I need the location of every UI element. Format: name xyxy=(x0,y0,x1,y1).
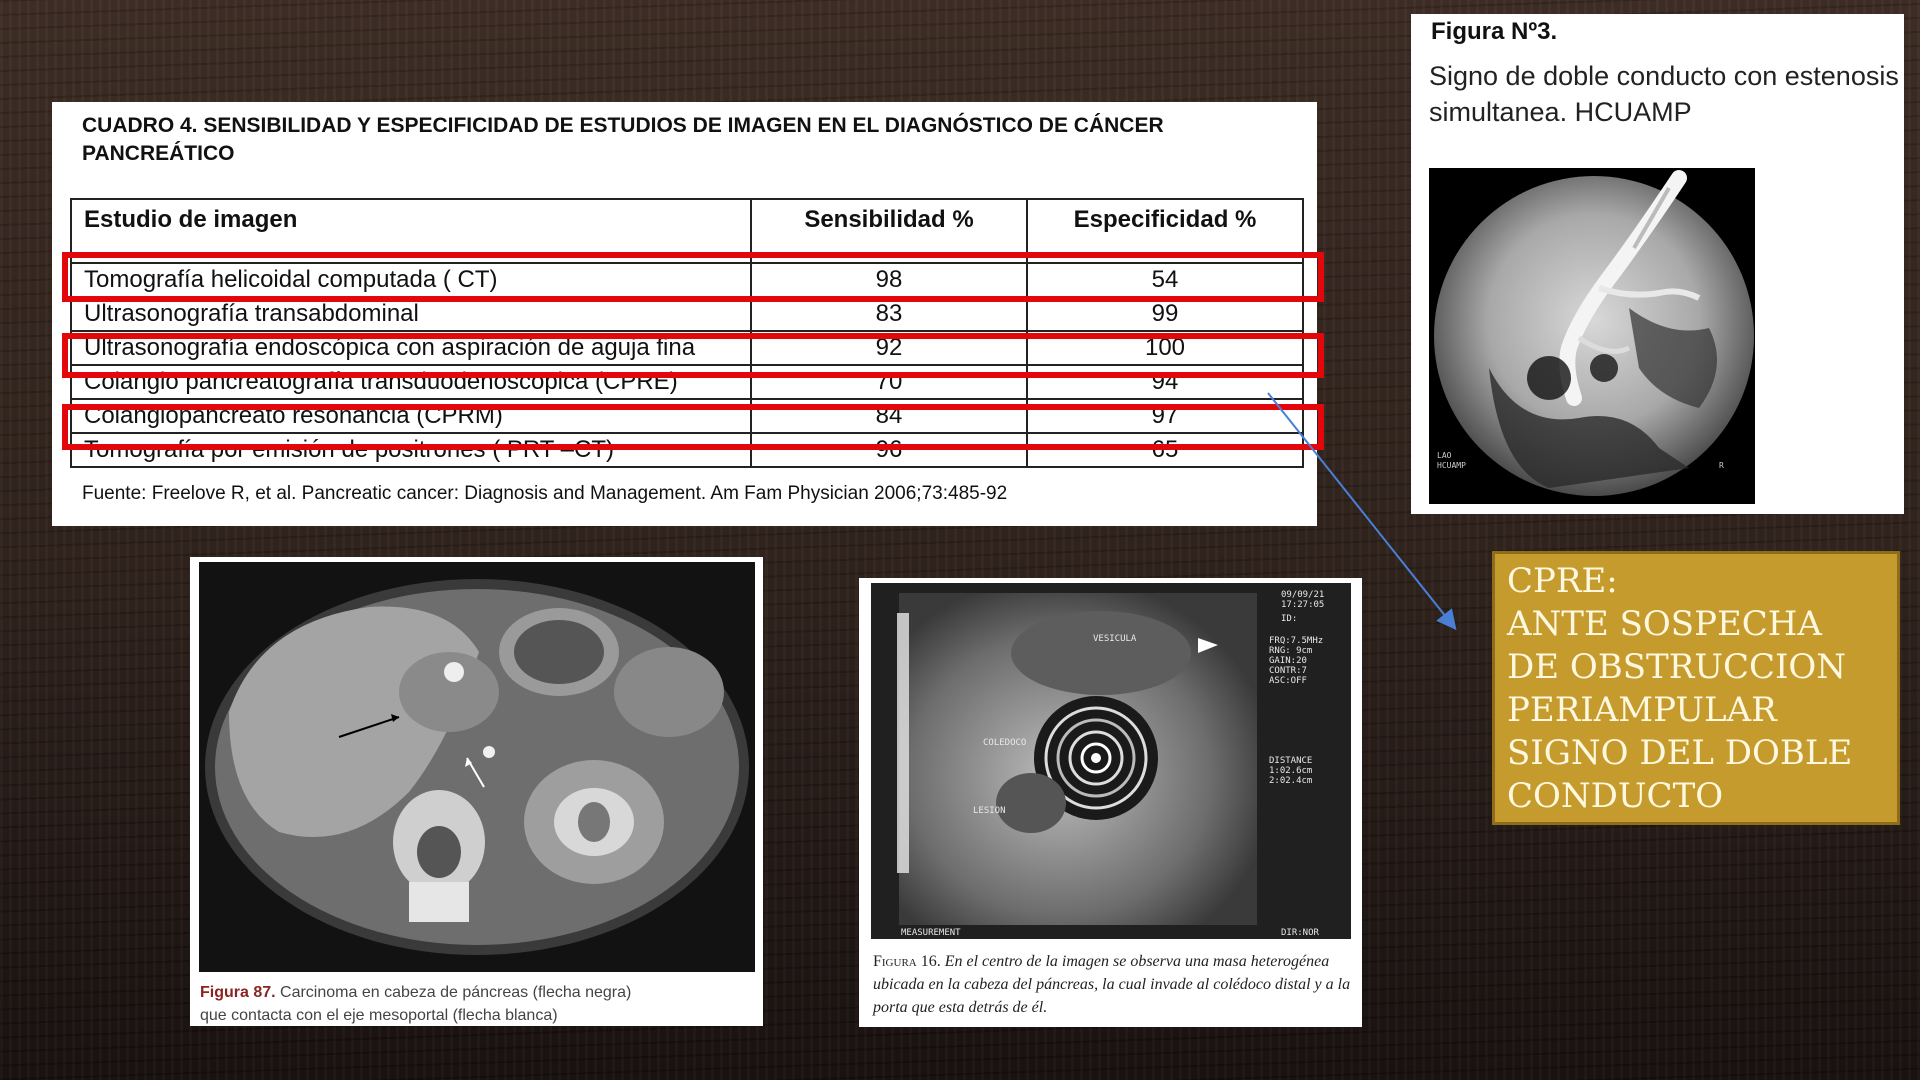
eus-param: RNG: 9cm xyxy=(1269,646,1313,656)
callout-box xyxy=(1492,551,1900,825)
eus-param: ASC:OFF xyxy=(1269,676,1307,686)
figure3-title: Figura Nº3. xyxy=(1431,18,1558,45)
table-title: CUADRO 4. SENSIBILIDAD Y ESPECIFICIDAD DE ESTUDIOS DE IMAGEN EN EL DIAGNÓSTICO DE CÁNCER PANCREÁTICO xyxy=(82,114,1164,165)
svg-text:R: R xyxy=(1719,461,1724,470)
study-cell: Ultrasonografía transabdominal xyxy=(71,297,751,331)
specificity-cell: 54 xyxy=(1027,263,1303,297)
specificity-cell: 97 xyxy=(1027,399,1303,433)
eus-label-coledoco: COLEDOCO xyxy=(983,738,1027,748)
imaging-table-card xyxy=(52,102,1317,526)
eus-id: ID: xyxy=(1281,614,1298,624)
figure3-card xyxy=(1411,14,1904,514)
eus-figure-card xyxy=(859,578,1362,1027)
header-specificity: Especificidad % xyxy=(1027,199,1303,263)
sensitivity-cell: 98 xyxy=(751,263,1027,297)
ct-figure-card xyxy=(190,557,763,1026)
callout-line: CPRE: xyxy=(1507,561,1618,601)
specificity-cell: 100 xyxy=(1027,331,1303,365)
svg-text:HCUAMP: HCUAMP xyxy=(1437,461,1466,470)
study-cell: Tomografía por emisión de positrones ( PRT –CT) xyxy=(71,433,751,467)
eus-caption-text: En el centro de la imagen se observa una masa heterogénea ubicada en la cabeza del páncreas, la cual invade al colédoco distal y a la porta que esta detrás de él. xyxy=(873,953,1351,1016)
eus-param: CONTR:7 xyxy=(1269,666,1307,676)
study-cell: Ultrasonografía endoscópica con aspiración de aguja fina xyxy=(71,331,751,365)
ct-figure-label: Figura 87. xyxy=(200,984,276,1001)
header-sensitivity: Sensibilidad % xyxy=(751,199,1027,263)
study-cell: Colangiopancreato resonancia (CPRM) xyxy=(71,399,751,433)
eus-time: 17:27:05 xyxy=(1281,600,1325,610)
callout-line: ANTE SOSPECHA xyxy=(1507,604,1822,644)
eus-measurement: MEASUREMENT xyxy=(901,928,961,938)
sensitivity-cell: 83 xyxy=(751,297,1027,331)
eus-distance: 1:02.6cm xyxy=(1269,766,1313,776)
endoscopic-ultrasound-image xyxy=(871,583,1351,939)
highlight-box-cprm xyxy=(62,404,1324,450)
study-cell: Tomografía helicoidal computada ( CT) xyxy=(71,263,751,297)
ct-caption-text-1: Carcinoma en cabeza de páncreas (flecha negra) xyxy=(275,984,632,1001)
table-source: Fuente: Freelove R, et al. Pancreatic cancer: Diagnosis and Management. Am Fam Physician 2006;73:485-92 xyxy=(82,483,1008,504)
callout-text xyxy=(1507,560,1897,818)
sensitivity-cell: 70 xyxy=(751,365,1027,399)
callout-line: PERIAMPULAR xyxy=(1507,690,1777,730)
table-row xyxy=(71,297,1303,331)
callout-line: DE OBSTRUCCION xyxy=(1507,647,1847,687)
highlight-box-eus xyxy=(62,333,1324,378)
eus-label-vesicula: VESICULA xyxy=(1093,634,1137,644)
figure3-caption: Signo de doble conducto con estenosis simultanea. HCUAMP xyxy=(1429,61,1899,127)
eus-distance: 2:02.4cm xyxy=(1269,776,1313,786)
sensitivity-cell: 92 xyxy=(751,331,1027,365)
specificity-cell: 99 xyxy=(1027,297,1303,331)
cholangiogram-image xyxy=(1429,168,1755,504)
svg-text:LAO: LAO xyxy=(1437,451,1452,460)
ct-caption-text-2: que contacta con el eje mesoportal (flecha blanca) xyxy=(200,1007,558,1024)
ct-caption xyxy=(200,981,750,1027)
study-cell: Colangio pancreatografía transduodenoscopica (CPRE) xyxy=(71,365,751,399)
sensitivity-cell: 96 xyxy=(751,433,1027,467)
sensitivity-cell: 84 xyxy=(751,399,1027,433)
eus-param: GAIN:20 xyxy=(1269,656,1307,666)
eus-distance: DISTANCE xyxy=(1269,756,1313,766)
specificity-cell: 65 xyxy=(1027,433,1303,467)
ct-scan-image xyxy=(199,562,755,972)
eus-label-lesion: LESION xyxy=(973,806,1006,816)
eus-param: FRQ:7.5MHz xyxy=(1269,636,1324,646)
callout-line: SIGNO DEL DOBLE xyxy=(1507,733,1853,773)
specificity-cell: 94 xyxy=(1027,365,1303,399)
eus-figure-label: Figura 16. xyxy=(873,953,941,970)
eus-date: 09/09/21 xyxy=(1281,590,1325,600)
highlight-box-ct xyxy=(62,252,1324,302)
header-study: Estudio de imagen xyxy=(71,199,751,263)
eus-dir: DIR:NOR xyxy=(1281,928,1319,938)
callout-line: CONDUCTO xyxy=(1507,776,1724,816)
eus-caption xyxy=(873,950,1353,1019)
